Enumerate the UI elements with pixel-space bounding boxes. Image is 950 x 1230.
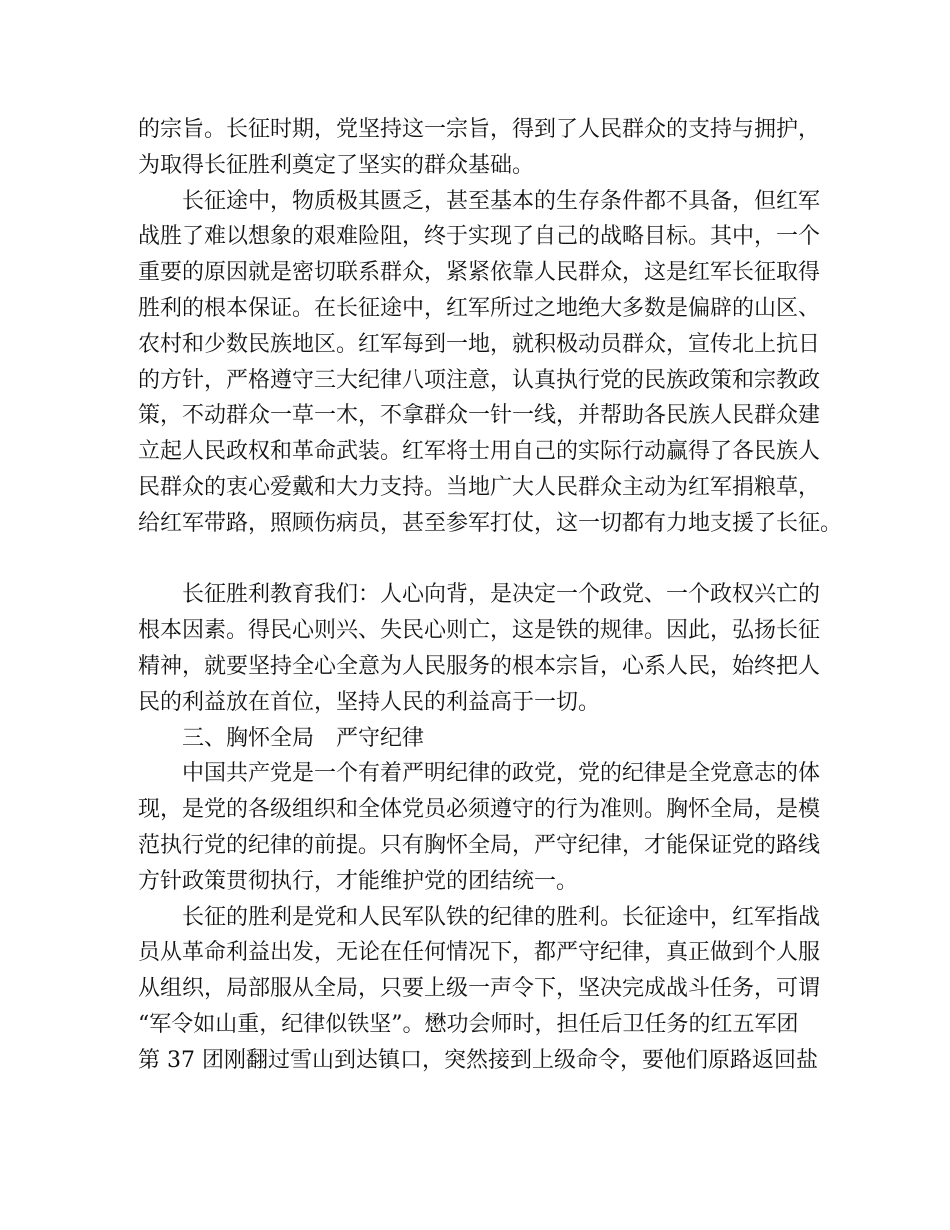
paragraph: [138, 900, 828, 1079]
text-line: 农村和少数民族地区。红军每到一地，就积极动员群众，宣传北上抗日: [138, 331, 821, 357]
text-line: 第 37 团刚翻过雪山到达镇口，突然接到上级命令，要他们原路返回盐: [138, 1047, 818, 1073]
document-body: [138, 112, 843, 1079]
paragraph: [138, 577, 828, 720]
text-line: 民的利益放在首位，坚持人民的利益高于一切。: [138, 689, 601, 715]
text-line: 的宗旨。长征时期，党坚持这一宗旨，得到了人民群众的支持与拥护，: [138, 117, 821, 142]
text-line: 精神，就要坚持全心全意为人民服务的根本宗旨，心系人民，始终把人: [138, 653, 821, 679]
text-line: 立起人民政权和革命武装。红军将士用自己的实际行动赢得了各民族人: [138, 439, 821, 465]
section-heading: [138, 721, 828, 757]
text-line: 范执行党的纪律的前提。只有胸怀全局，严守纪律，才能保证党的路线: [138, 832, 821, 858]
section-heading-text: 三、胸怀全局 严守纪律: [182, 725, 425, 751]
text-line: 策，不动群众一草一木，不拿群众一针一线，并帮助各民族人民群众建: [138, 403, 821, 429]
text-line: “军令如山重，纪律似铁坚”。懋功会师时，担任后卫任务的红五军团: [138, 1011, 799, 1037]
paragraph: [138, 756, 828, 899]
text-line: 为取得长征胜利奠定了坚实的群众基础。: [138, 152, 535, 178]
text-line: 方针政策贯彻执行，才能维护党的团结统一。: [138, 868, 579, 894]
text-line: 现，是党的各级组织和全体党员必须遵守的行为准则。胸怀全局，是模: [138, 797, 821, 823]
text-line: 长征胜利教育我们：人心向背，是决定一个政党、一个政权兴亡的: [182, 582, 821, 608]
text-line: 长征的胜利是党和人民军队铁的纪律的胜利。长征途中，红军指战: [182, 904, 821, 930]
text-line: 员从革命利益出发，无论在任何情况下，都严守纪律，真正做到个人服: [138, 940, 821, 966]
text-line: 中国共产党是一个有着严明纪律的政党，党的纪律是全党意志的体: [182, 761, 821, 787]
text-line: 从组织，局部服从全局，只要上级一声令下，坚决完成战斗任务，可谓: [138, 976, 821, 1002]
text-line: 战胜了难以想象的艰难险阻，终于实现了自己的战略目标。其中，一个: [138, 224, 821, 250]
text-line: 的方针，严格遵守三大纪律八项注意，认真执行党的民族政策和宗教政: [138, 367, 821, 393]
text-line: 长征途中，物质极其匮乏，甚至基本的生存条件都不具备，但红军: [182, 188, 821, 214]
paragraph: [138, 184, 843, 542]
text-line: 给红军带路，照顾伤病员，甚至参军打仗，这一切都有力地支援了长征。: [138, 510, 843, 536]
text-line: 民群众的衷心爱戴和大力支持。当地广大人民群众主动为红军捐粮草，: [138, 474, 821, 500]
paragraph-spacer: [138, 542, 828, 578]
text-line: 重要的原因就是密切联系群众，紧紧依靠人民群众，这是红军长征取得: [138, 260, 821, 286]
paragraph: [138, 112, 828, 184]
text-line: 胜利的根本保证。在长征途中，红军所过之地绝大多数是偏辟的山区、: [138, 295, 821, 321]
text-line: 根本因素。得民心则兴、失民心则亡，这是铁的规律。因此，弘扬长征: [138, 618, 821, 644]
